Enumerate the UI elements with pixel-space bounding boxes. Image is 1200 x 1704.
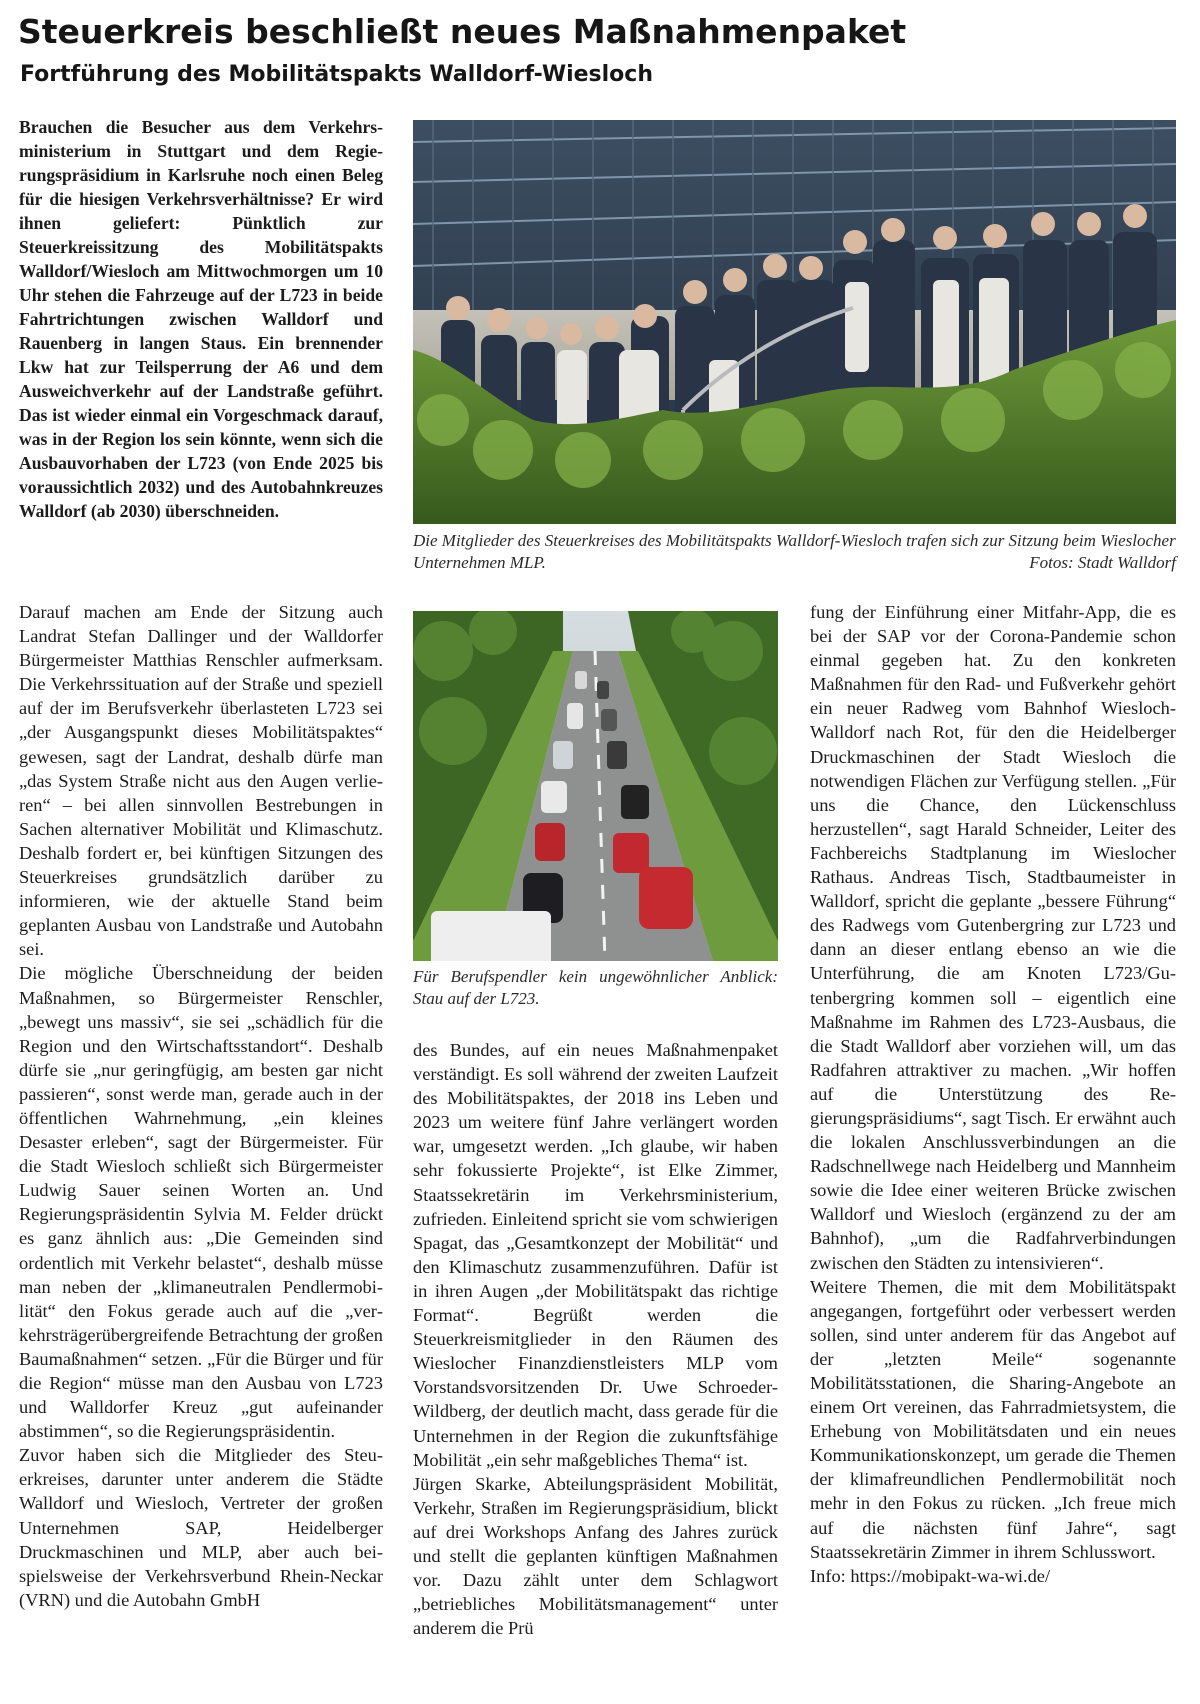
traffic-photo-caption: Für Berufspendler kein ungewöhnlicher Anblick: Stau auf der L723. [413, 967, 778, 1008]
group-photo [413, 120, 1176, 524]
column-3-paragraph: Weitere Themen, die mit dem Mobilitätspakt angegangen, fortgeführt oder verbessert werden sollen, sind unter anderem für das Angebot auf der „letzten Meile“ sogenannte Mobilitätsstationen, die Sharing-Angebote an einem Ort vereinen, das Fahrradmietsystem, die Erhebung von Mobilitätsdaten und ein neues Kommunikationskonzept, um gerade die Themen der klimafreundlichen Pendlermobilität noch mehr in den Fokus zu rücken. „Ich freue mich auf die nächsten fünf Jahre“, sagt Staatssekretärin Zimmer in ihrem Schlusswort. [810, 1276, 1176, 1562]
lead-paragraph: Brauchen die Besucher aus dem Verkehrsministerium in Stuttgart und dem Regierungspräsidium in Karlsruhe noch einen Beleg für die hiesigen Verkehrsverhältnisse? Er wird ihnen geliefert: Pünktlich zur Steuerkreissitzung des Mobilitätspakts Walldorf/Wiesloch am Mittwochmorgen um 10 Uhr stehen die Fahrzeuge auf der L723 in beide Fahrtrichtungen zwischen Walldorf und Rauenberg in langen Staus. Ein brennender Lkw hat zur Teilsperrung der A6 und dem Ausweichverkehr auf der Landstraße geführt. Das ist wieder einmal ein Vorgeschmack darauf, was in der Region los sein könnte, wenn sich die Ausbauvorhaben der L723 (von Ende 2025 bis voraussichtlich 2032) und des Autobahnkreuzes Walldorf (ab 2030) überschneiden. [19, 117, 383, 521]
photo-credit: Fotos: Stadt Walldorf [1029, 553, 1176, 572]
article-column-2 [413, 1038, 778, 1696]
article-column-1 [19, 600, 383, 1696]
subheadline: Fortführung des Mobilitätspakts Walldorf-Wiesloch [20, 62, 653, 87]
group-photo-caption-text: Die Mitglieder des Steuerkreises des Mobilitätspakts Walldorf-Wiesloch trafen sich zur Sitzung beim Wieslocher Unternehmen MLP. [413, 531, 1176, 572]
column-2-paragraph: Jürgen Skarke, Abteilungspräsident Mobilität, Verkehr, Straßen im Regierungspräsidium, blickt auf drei Workshops Anfang des Jahres zurück und stellt die geplanten künftigen Maßnahmen vor. Dazu zählt unter dem Schlagwort „betriebliches Mobilitätsmanagement“ unter anderem die Prü [413, 1473, 778, 1639]
column-1-paragraph: Zuvor haben sich die Mitglieder des Steuerkreises, darunter unter anderem die Städte Walldorf und Wiesloch, Vertreter der großen Unternehmen SAP, Heidelberger Druckmaschinen und MLP, aber auch beispielsweise der Verkehrsverbund Rhein-Neckar (VRN) und die Autobahn GmbH [19, 1445, 383, 1610]
column-1-paragraph: Darauf machen am Ende der Sitzung auch Landrat Stefan Dallinger und der Walldorfer Bürgermeister Matthias Renschler aufmerksam. Die Verkehrssituation auf der Straße und speziell auf der im Berufsverkehr überlasteten L723 sei „der Ausgangspunkt dieses Mobilitätspaktes“ gewesen, sagt der Landrat, deshalb dürfe man „das System Straße nicht aus den Augen verlieren“ – bei allen sinnvollen Bestrebungen in Sachen alternativer Mobilität und Klimaschutz. Deshalb fordert er, bei künftigen Sitzungen des Steuerkreises grundsätzlich darüber zu informieren, wie der aktuelle Stand beim geplanten Ausbau von Landstraße und Autobahn sei. [19, 602, 383, 960]
headline: Steuerkreis beschließt neues Maßnahmenpaket [18, 12, 907, 51]
article-column-3 [810, 600, 1176, 1696]
column-2-paragraph: des Bundes, auf ein neues Maßnahmenpaket verständigt. Es soll während der zweiten Laufzeit des Mobilitätspaktes, der 2018 ins Leben und 2023 um weitere fünf Jahre verlängert worden war, umgesetzt werden. „Ich glaube, wir haben sehr fokussierte Projekte“, ist Elke Zimmer, Staatssekretärin im Verkehrsministerium, zufrieden. Einleitend spricht sie vom schwierigen Spagat, das „Gesamtkonzept der Mobilität“ und den Klimaschutz zusammenzuführen. Dafür ist in ihren Augen „der Mobilitätspakt das richtige Format“. Begrüßt werden die Steuerkreismitglieder in den Räumen des Wieslocher Finanzdienstleisters MLP vom Vorstandsvorsitzenden Dr. Uwe Schroeder-Wildberg, der deutlich macht, dass gerade für die Unternehmen in der Region die zukunftsfähige Mobilität „ein sehr maßgebliches Thema“ ist. [413, 1040, 778, 1470]
info-link-line[interactable]: Info: https://mobipakt-wa-wi.de/ [810, 1565, 1051, 1586]
column-1-paragraph: Die mögliche Überschneidung der beiden Maßnahmen, so Bürgermeister Renschler, „bewegt uns massiv“, sie sei „schädlich für die Region und den Wirtschaftsstandort“. Deshalb dürfe sie „nur geringfügig, am besten gar nicht passieren“, sonst werde man, gerade auch in der öffentlichen Wahrnehmung, „ein kleines Desaster erleben“, sagt der Bürgermeister. Für die Stadt Wiesloch schließt sich Bürgermeister Ludwig Sauer seinen Worten an. Und Regierungspräsidentin Sylvia M. Felder drückt es ganz ähnlich aus: „Die Gemeinden sind ordentlich mit Verkehr belastet“, deshalb müsse man neben der „klimaneutralen Pendlermobilität“ den Fokus gerade auch auf die „verkehrsträgerübergreifende Betrachtung der großen Baumaßnahmen“ setzen. „Für die Bürger und für die Region“ müsse man den Ausbau von L723 und Walldorfer Kreuz „gut aufeinander abstimmen“, so die Regierungspräsidentin. [19, 963, 383, 1442]
traffic-photo [413, 611, 778, 961]
column-3-paragraph: fung der Einführung einer Mitfahr-App, die es bei der SAP vor der Corona-Pandemie schon einmal gegeben hat. Zu den konkreten Maßnahmen für den Rad- und Fußverkehr gehört ein neuer Radweg vom Bahnhof Wiesloch-Walldorf nach Rot, für den die Heidelberger Druckmaschinen der Stadt Wiesloch die notwendigen Flächen zur Verfügung stellen. „Für uns die Chance, den Lückenschluss herzustellen“, sagt Harald Schneider, Leiter des Fachbereichs Stadtplanung im Wieslocher Rathaus. Andreas Tisch, Stadtbaumeister in Walldorf, spricht die geplante „bessere Führung“ des Radwegs vom Gutenbergring zur L723 und dann an dieser entlang ebenso an wie die Unterführung, die am Knoten L723/Gutenbergring kommen soll – eigentlich eine Maßnahme im Rahmen des L723-Ausbaus, die die Stadt Walldorf aber vorziehen will, um das Radfahren attraktiver zu machen. „Wir hoffen auf die Unterstützung des Regierungspräsidiums“, sagt Tisch. Er erwähnt auch die lokalen Anschlussverbindungen an die Radschnellwege nach Heidelberg und Mannheim sowie die Idee einer weiteren Brücke zwischen Walldorf und Wiesloch (ergänzend zu der am Bahnhof), „um die Radfahrverbindungen zwischen den Städten zu intensivieren“. [810, 602, 1176, 1273]
group-photo-caption [413, 530, 1176, 574]
